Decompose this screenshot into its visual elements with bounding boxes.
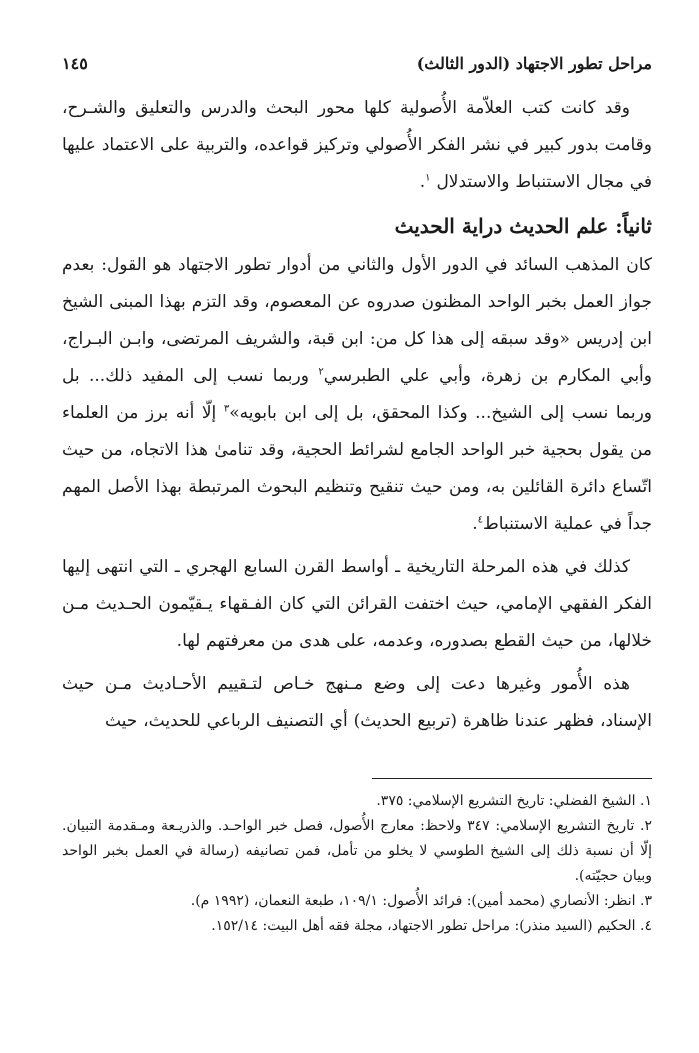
paragraph-2-part-3: إلّا أنه برز من العلماء من يقول بحجية خبر الواحد الجامع لشرائط الحجية، وقد تنامىٰ هذا الاتجاه، من حيث اتّساع دائرة القائلين به، ومن حيث تنقيح وتنظيم البحوث المرتبطة بهذا الأصل المهم جداً في عملية الاستنباط bbox=[62, 403, 652, 534]
footnote-divider bbox=[372, 778, 652, 779]
paragraph-3: كذلك في هذه المرحلة التاريخية ـ أواسط القرن السابع الهجري ـ التي انتهى إليها الفكر الفقهي الإمامي، حيث اختفت القرائن التي كان الفـقهاء يـقيّمون الحـديث مـن خلالها، من حيث القطع بصدوره، وعدمه، على هدى من معرفتهم لها. bbox=[62, 557, 652, 651]
running-title: مراحل تطور الاجتهاد (الدور الثالث) bbox=[416, 54, 652, 73]
book-page bbox=[62, 54, 652, 1044]
paragraph-4: هذه الأُمور وغيرها دعت إلى وضع مـنهج خـاص لتـقييم الأحـاديث مـن حيث الإسناد، فظهر عندنا ظاهرة (تربيع الحديث) أي التصنيف الرباعي للحديث، حيث bbox=[62, 674, 652, 731]
main-text bbox=[62, 90, 652, 740]
paragraph-2-part-1: كان المذهب السائد في الدور الأول والثاني من أدوار تطور الاجتهاد هو القول: بعدم جواز العمل بخبر الواحد المظنون صدروه عن المعصوم، وقد التزم بهذا المبنى الشيخ ابن إدريس «وقد سبقه إلى هذا كل من: ابن قبة، والشريف المرتضى، وابـن البـراج، وأبي المكارم بن زهرة، وأبي علي الطبرسي bbox=[62, 255, 652, 386]
footnote-3: ٣. انظر: الأنصاري (محمد أمين): فرائد الأُصول: ١٠٩/١، طبعة النعمان، (١٩٩٢ م). bbox=[190, 893, 652, 909]
running-header bbox=[62, 54, 652, 90]
paragraph-2: كان المذهب السائد في الدور الأول والثاني من أدوار تطور الاجتهاد هو القول: بعدم جواز العمل بخبر الواحد المظنون صدروه عن المعصوم، وقد التزم بهذا المبنى الشيخ ابن إدريس «وقد سبقه إلى هذا كل من: ابن قبة، والشريف المرتضى، وابـن البـراج، وأبي المكارم بن زهرة، وأبي علي الطبرسي$^٢$ وربما نسب إلى المفيد ذلك... بل وربما نسب إلى الشيخ... وكذا المحقق، بل إلى ابن بابويه»$^٣$ إلّا أنه برز من العلماء من يقول بحجية خبر الواحد الجامع لشرائط الحجية، وقد تنامىٰ هذا الاتجاه، من حيث اتّساع دائرة القائلين به، ومن حيث تنقيح وتنظيم البحوث المرتبطة بهذا الأصل المهم جداً في عملية الاستنباط$^٤$. bbox=[62, 255, 652, 534]
footnote-ref-2: ٢ bbox=[318, 366, 324, 378]
footnote-2: ٢. تاريخ التشريع الإسلامي: ٣٤٧ ولاحظ: معارج الأُصول، فصل خبر الواحـد. والذريـعة ومـقدمة التبيان. إلّا أن نسبة ذلك إلى الشيخ الطوسي لا يخلو من تأمل، فمن تصانيفه (رسالة في العمل بخبر الواحد وبيان حجيّته). bbox=[62, 818, 652, 884]
footnotes bbox=[62, 789, 652, 939]
footnote-ref-3: ٣ bbox=[223, 403, 230, 415]
page-number: ١٤٥ bbox=[62, 54, 88, 73]
paragraph-1: وقد كانت كتب العلاّمة الأُصولية كلها محور البحث والدرس والتعليق والشـرح، وقامت بدور كبير في نشر الفكر الأُصولي وتركيز قواعده، والتربية على الاعتماد عليها في مجال الاستنباط والاستدلال $^١$. bbox=[62, 98, 652, 192]
footnote-ref-1: ١ bbox=[425, 172, 431, 184]
footnote-ref-4: ٤ bbox=[477, 514, 484, 526]
paragraph-2-part-2: وربما نسب إلى المفيد ذلك... بل وربما نسب إلى الشيخ... وكذا المحقق، بل إلى ابن بابويه» bbox=[62, 366, 652, 423]
section-heading: ثانياً: علم الحديث دراية الحديث bbox=[394, 214, 652, 238]
footnote-4: ٤. الحكيم (السيد منذر): مراحل تطور الاجتهاد، مجلة فقه أهل البيت: ١٥٢/١٤. bbox=[211, 918, 652, 934]
paragraph-1-text: وقد كانت كتب العلاّمة الأُصولية كلها محور البحث والدرس والتعليق والشـرح، وقامت بدور كبير في نشر الفكر الأُصولي وتركيز قواعده، والتربية على الاعتماد عليها في مجال الاستنباط والاستدلال bbox=[62, 98, 652, 192]
footnote-1: ١. الشيخ الفضلي: تاريخ التشريع الإسلامي: ٣٧٥. bbox=[376, 793, 652, 809]
